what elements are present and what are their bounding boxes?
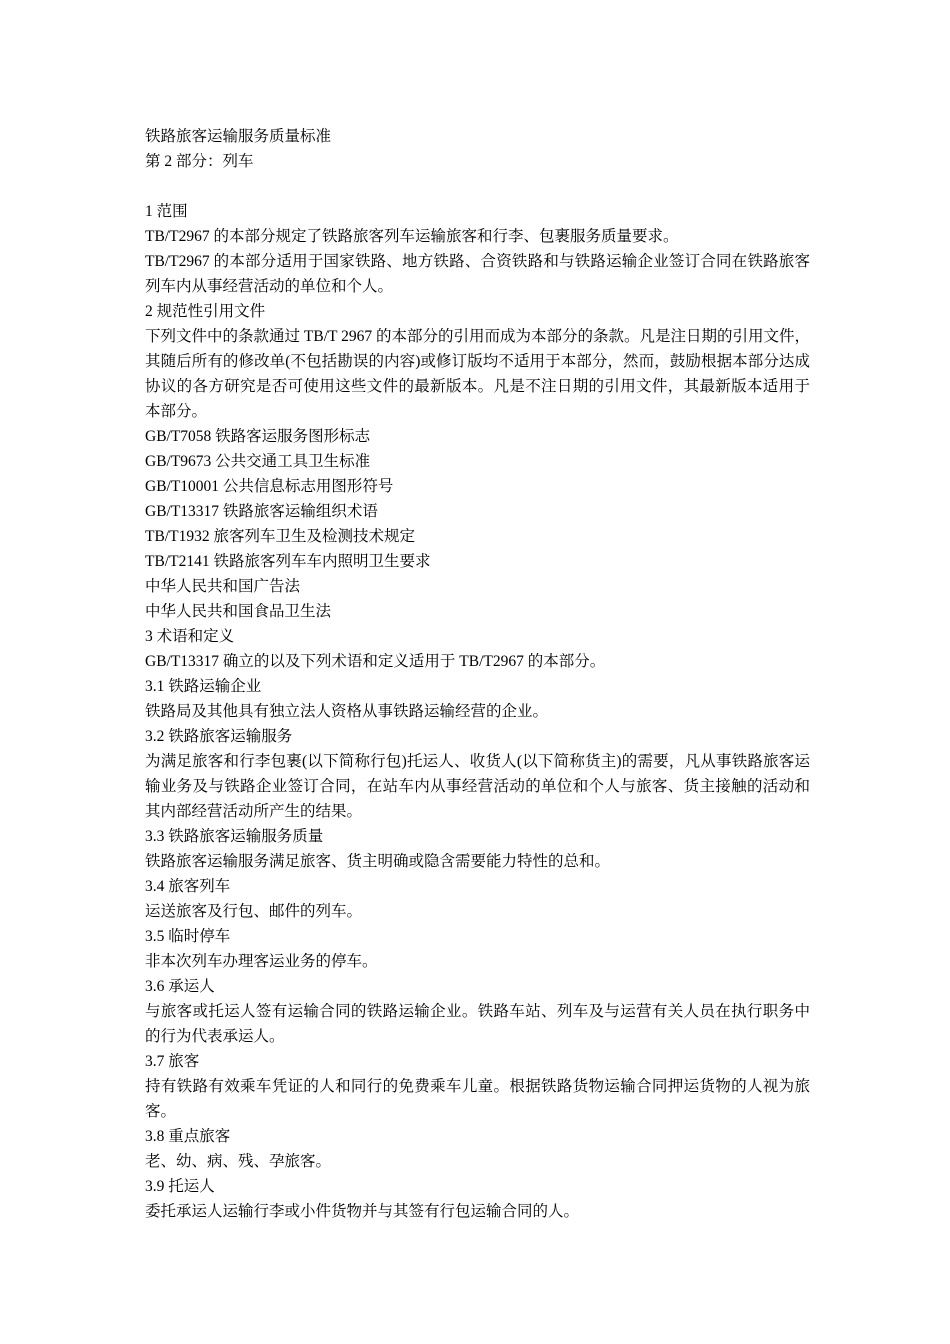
paragraph-references: 下列文件中的条款通过 TB/T 2967 的本部分的引用而成为本部分的条款。凡是注日期的引用文件，其随后所有的修改单(不包括勘误的内容)或修订版均不适用于本部分，然而，鼓励根据本部分达成协议的各方研究是否可使用这些文件的最新版本。凡是不注日期的引用文件，其最新版本适用于本部分。 [145, 328, 810, 420]
term-heading: 3.6 承运人 [145, 978, 215, 995]
document-subtitle: 第 2 部分：列车 [145, 153, 254, 170]
reference-item: GB/T10001 公共信息标志用图形符号 [145, 478, 394, 495]
section-heading-terms: 3 术语和定义 [145, 628, 235, 645]
term-heading: 3.2 铁路旅客运输服务 [145, 728, 293, 745]
term-definition: 委托承运人运输行李或小件货物并与其签有行包运输合同的人。 [145, 1203, 580, 1220]
term-heading: 3.4 旅客列车 [145, 878, 231, 895]
term-heading: 3.3 铁路旅客运输服务质量 [145, 828, 324, 845]
paragraph-terms-intro: GB/T13317 确立的以及下列术语和定义适用于 TB/T2967 的本部分。 [145, 653, 606, 670]
section-heading-references: 2 规范性引用文件 [145, 303, 266, 320]
term-heading: 3.9 托运人 [145, 1178, 215, 1195]
term-definition: 与旅客或托运人签有运输合同的铁路运输企业。铁路车站、列车及与运营有关人员在执行职务中的行为代表承运人。 [145, 1003, 810, 1045]
term-heading: 3.1 铁路运输企业 [145, 678, 262, 695]
term-definition: 为满足旅客和行李包裹(以下简称行包)托运人、收货人(以下简称货主)的需要，凡从事铁路旅客运输业务及与铁路企业签订合同，在站车内从事经营活动的单位和个人与旅客、货主接触的活动和其内部经营活动所产生的结果。 [145, 753, 810, 820]
reference-item: GB/T7058 铁路客运服务图形标志 [145, 428, 371, 445]
term-definition: 运送旅客及行包、邮件的列车。 [145, 903, 363, 920]
document-page [145, 124, 810, 1224]
reference-item: TB/T2141 铁路旅客列车车内照明卫生要求 [145, 553, 431, 570]
reference-item: GB/T13317 铁路旅客运输组织术语 [145, 503, 378, 520]
paragraph-scope-2: TB/T2967 的本部分适用于国家铁路、地方铁路、合资铁路和与铁路运输企业签订合同在铁路旅客列车内从事经营活动的单位和个人。 [145, 253, 810, 295]
term-definition: 铁路旅客运输服务满足旅客、货主明确或隐含需要能力特性的总和。 [145, 853, 611, 870]
paragraph-scope-1: TB/T2967 的本部分规定了铁路旅客列车运输旅客和行李、包裹服务质量要求。 [145, 228, 679, 245]
term-heading: 3.5 临时停车 [145, 928, 231, 945]
term-definition: 铁路局及其他具有独立法人资格从事铁路运输经营的企业。 [145, 703, 549, 720]
term-definition: 非本次列车办理客运业务的停车。 [145, 953, 378, 970]
term-definition: 老、幼、病、残、孕旅客。 [145, 1153, 332, 1170]
reference-item: 中华人民共和国广告法 [145, 578, 301, 595]
reference-item: 中华人民共和国食品卫生法 [145, 603, 332, 620]
reference-item: GB/T9673 公共交通工具卫生标准 [145, 453, 371, 470]
section-heading-scope: 1 范围 [145, 203, 188, 220]
term-definition: 持有铁路有效乘车凭证的人和同行的免费乘车儿童。根据铁路货物运输合同押运货物的人视为旅客。 [145, 1078, 810, 1120]
reference-item: TB/T1932 旅客列车卫生及检测技术规定 [145, 528, 415, 545]
document-title: 铁路旅客运输服务质量标准 [145, 128, 332, 145]
blank-line [145, 174, 810, 199]
term-heading: 3.7 旅客 [145, 1053, 200, 1070]
term-heading: 3.8 重点旅客 [145, 1128, 231, 1145]
